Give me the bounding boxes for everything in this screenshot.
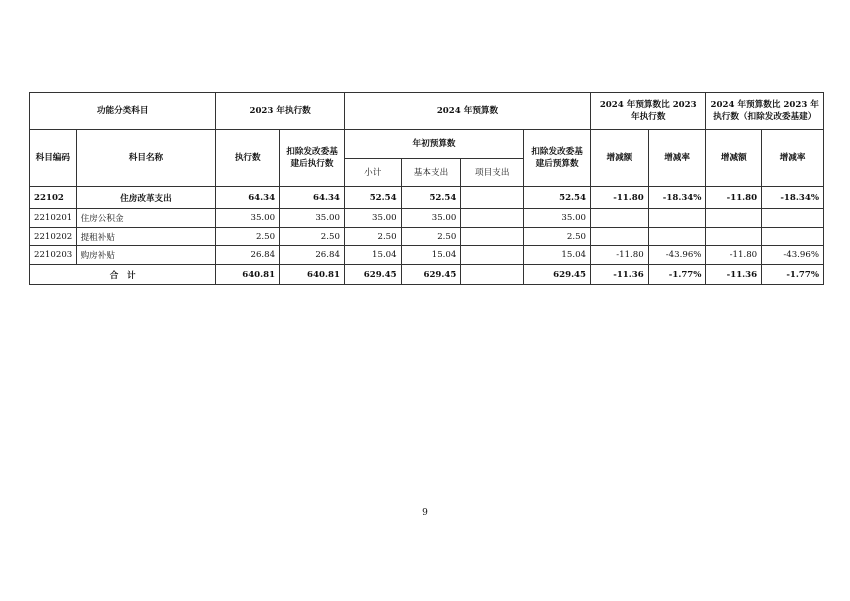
cell-basic: 15.04: [401, 246, 461, 265]
cell-name: 住房公积金: [76, 209, 216, 228]
total-exec-excl: 640.81: [280, 265, 345, 285]
table-row: [30, 187, 824, 209]
cell-change-rate-1: [648, 228, 706, 246]
cell-name: 购房补贴: [76, 246, 216, 265]
cell-change-rate-1: [648, 209, 706, 228]
budget-table: [29, 92, 824, 285]
cell-basic: 2.50: [401, 228, 461, 246]
cell-name: 提租补贴: [76, 228, 216, 246]
cell-exec-excl: 26.84: [280, 246, 345, 265]
header-change-amount-2: 增减额: [706, 130, 762, 187]
total-exec: 640.81: [216, 265, 280, 285]
cell-change-rate-2: -43.96%: [762, 246, 824, 265]
header-project: 项目支出: [461, 159, 524, 187]
cell-change-amount-1: -11.80: [591, 187, 649, 209]
cell-basic: 52.54: [401, 187, 461, 209]
cell-code: 2210202: [30, 228, 77, 246]
header-exec: 执行数: [216, 130, 280, 187]
header-change-rate-2: 增减率: [762, 130, 824, 187]
header-compare-exec: 2024 年预算数比 2023 年执行数: [591, 93, 706, 130]
cell-exec-excl: 2.50: [280, 228, 345, 246]
cell-change-rate-2: [762, 209, 824, 228]
cell-exec: 35.00: [216, 209, 280, 228]
cell-project: [461, 246, 524, 265]
header-exec-2023: 2023 年执行数: [216, 93, 345, 130]
table-row: [30, 209, 824, 228]
cell-project: [461, 228, 524, 246]
cell-name: 住房改革支出: [76, 187, 216, 209]
total-change-amount-1: -11.36: [591, 265, 649, 285]
cell-exec: 64.34: [216, 187, 280, 209]
header-budget-excl: 扣除发改委基建后预算数: [524, 130, 591, 187]
header-code: 科目编码: [30, 130, 77, 187]
table-row: [30, 228, 824, 246]
cell-exec: 2.50: [216, 228, 280, 246]
total-subtotal: 629.45: [344, 265, 401, 285]
cell-subtotal: 2.50: [344, 228, 401, 246]
cell-code: 2210201: [30, 209, 77, 228]
cell-project: [461, 187, 524, 209]
cell-exec-excl: 64.34: [280, 187, 345, 209]
header-basic: 基本支出: [401, 159, 461, 187]
cell-code: 2210203: [30, 246, 77, 265]
cell-change-amount-1: -11.80: [591, 246, 649, 265]
header-name: 科目名称: [76, 130, 216, 187]
cell-budget-excl: 35.00: [524, 209, 591, 228]
cell-change-rate-2: -18.34%: [762, 187, 824, 209]
header-change-amount-1: 增减额: [591, 130, 649, 187]
cell-change-rate-1: -43.96%: [648, 246, 706, 265]
cell-change-amount-2: [706, 228, 762, 246]
header-change-rate-1: 增减率: [648, 130, 706, 187]
cell-budget-excl: 52.54: [524, 187, 591, 209]
total-row: [30, 265, 824, 285]
cell-change-amount-1: [591, 209, 649, 228]
cell-subtotal: 35.00: [344, 209, 401, 228]
cell-subtotal: 15.04: [344, 246, 401, 265]
header-exec-excl: 扣除发改委基建后执行数: [280, 130, 345, 187]
header-row-2: [30, 130, 824, 159]
header-compare-excl: 2024 年预算数比 2023 年执行数（扣除发改委基建）: [706, 93, 824, 130]
page-number: 9: [422, 508, 428, 518]
total-change-rate-2: -1.77%: [762, 265, 824, 285]
header-subtotal: 小计: [344, 159, 401, 187]
header-subject-group: 功能分类科目: [30, 93, 216, 130]
cell-change-amount-2: [706, 209, 762, 228]
table-row: [30, 246, 824, 265]
cell-project: [461, 209, 524, 228]
cell-change-amount-1: [591, 228, 649, 246]
cell-change-amount-2: -11.80: [706, 187, 762, 209]
cell-change-rate-2: [762, 228, 824, 246]
cell-basic: 35.00: [401, 209, 461, 228]
cell-change-rate-1: -18.34%: [648, 187, 706, 209]
cell-exec: 26.84: [216, 246, 280, 265]
total-budget-excl: 629.45: [524, 265, 591, 285]
header-budget-2024: 2024 年预算数: [344, 93, 590, 130]
cell-budget-excl: 2.50: [524, 228, 591, 246]
cell-code: 22102: [30, 187, 77, 209]
cell-budget-excl: 15.04: [524, 246, 591, 265]
cell-exec-excl: 35.00: [280, 209, 345, 228]
total-change-rate-1: -1.77%: [648, 265, 706, 285]
total-project: [461, 265, 524, 285]
cell-subtotal: 52.54: [344, 187, 401, 209]
total-basic: 629.45: [401, 265, 461, 285]
total-change-amount-2: -11.36: [706, 265, 762, 285]
total-label: 合 计: [30, 265, 216, 285]
header-row-1: [30, 93, 824, 130]
header-initial-budget: 年初预算数: [344, 130, 523, 159]
cell-change-amount-2: -11.80: [706, 246, 762, 265]
